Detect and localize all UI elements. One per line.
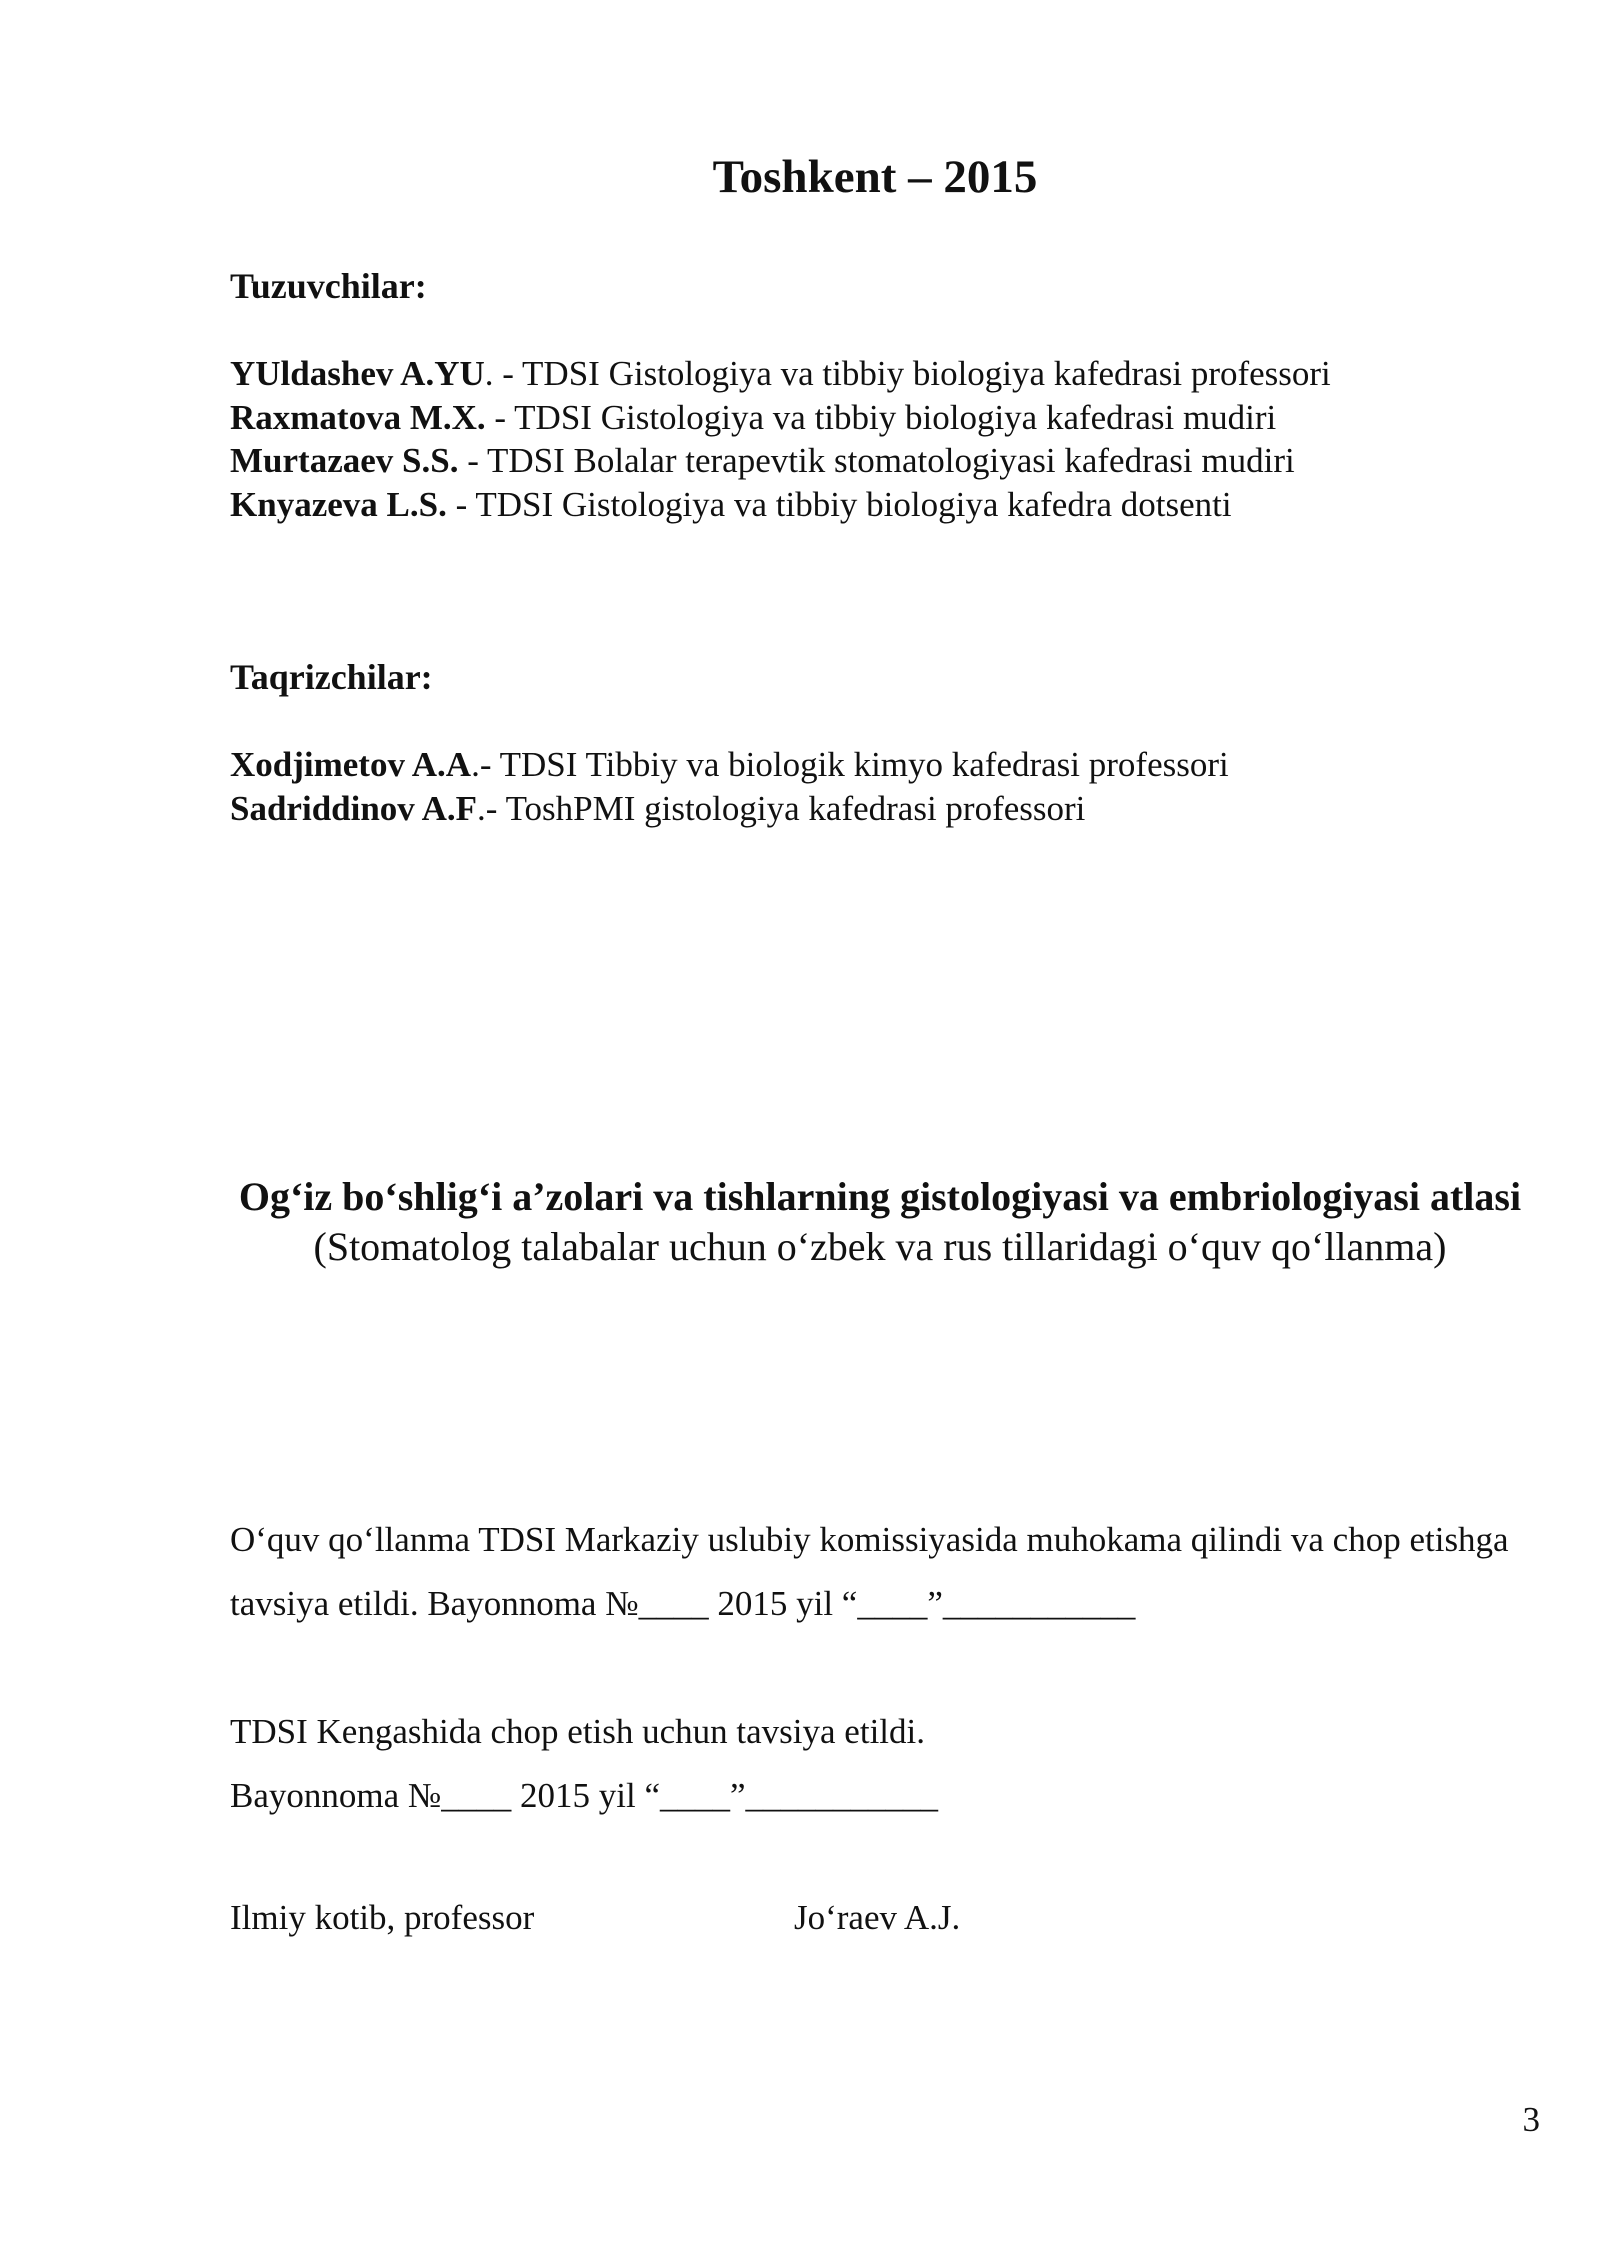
- reviewers-list: [230, 743, 1229, 830]
- compiler-name: Murtazaev S.S.: [230, 441, 459, 480]
- compiler-role: - TDSI Gistologiya va tibbiy biologiya kafedrasi mudiri: [485, 397, 1277, 437]
- page-number: 3: [1522, 2100, 1540, 2139]
- council-approval-line: TDSI Kengashida chop etish uchun tavsiya etildi.: [230, 1712, 925, 1751]
- reviewer-entry: [230, 787, 1229, 831]
- council-approval: [230, 1700, 1530, 1828]
- compiler-name: Raxmatova M.X.: [230, 397, 486, 437]
- compiler-entry: [230, 483, 1331, 527]
- compiler-role: - TDSI Gistologiya va tibbiy biologiya kafedra dotsenti: [446, 484, 1232, 524]
- compiler-name: YUldashev A.YU: [230, 354, 485, 393]
- reviewer-role: .- ToshPMI gistologiya kafedrasi professori: [477, 788, 1086, 828]
- compiler-name: Knyazeva L.S.: [230, 484, 447, 524]
- reviewers-heading: Taqrizchilar:: [230, 657, 433, 697]
- compiler-entry: [230, 352, 1331, 396]
- reviewer-name: Xodjimetov A.A: [230, 745, 472, 784]
- reviewer-name: Sadriddinov A.F: [230, 788, 478, 828]
- document-title-block: [230, 1172, 1530, 1272]
- city-year-heading: Toshkent – 2015: [712, 151, 1038, 203]
- compiler-entry: [230, 396, 1331, 440]
- signature-name: Jo‘raev A.J.: [794, 1898, 961, 1937]
- reviewer-role: .- TDSI Tibbiy va biologik kimyo kafedrasi professori: [471, 745, 1229, 784]
- methodical-commission-approval: O‘quv qo‘llanma TDSI Markaziy uslubiy komissiyasida muhokama qilindi va chop etishga tavsiya etildi. Bayonnoma №____ 2015 yil “____”___________: [230, 1520, 1509, 1623]
- compilers-list: [230, 352, 1331, 526]
- compiler-entry: [230, 439, 1331, 483]
- council-protocol-line: Bayonnoma №____ 2015 yil “____”___________: [230, 1776, 939, 1815]
- compilers-heading: Tuzuvchilar:: [230, 266, 427, 306]
- document-title: Og‘iz bo‘shlig‘i a’zolari va tishlarning gistologiyasi va embriologiyasi atlasi: [238, 1174, 1522, 1219]
- signature-role: Ilmiy kotib, professor: [230, 1898, 535, 1937]
- document-subtitle: (Stomatolog talabalar uchun o‘zbek va rus tillaridagi o‘quv qo‘llanma): [313, 1224, 1447, 1269]
- compiler-role: - TDSI Bolalar terapevtik stomatologiyasi kafedrasi mudiri: [458, 441, 1295, 480]
- reviewer-entry: [230, 743, 1229, 787]
- compiler-role: . - TDSI Gistologiya va tibbiy biologiya kafedrasi professori: [484, 354, 1331, 393]
